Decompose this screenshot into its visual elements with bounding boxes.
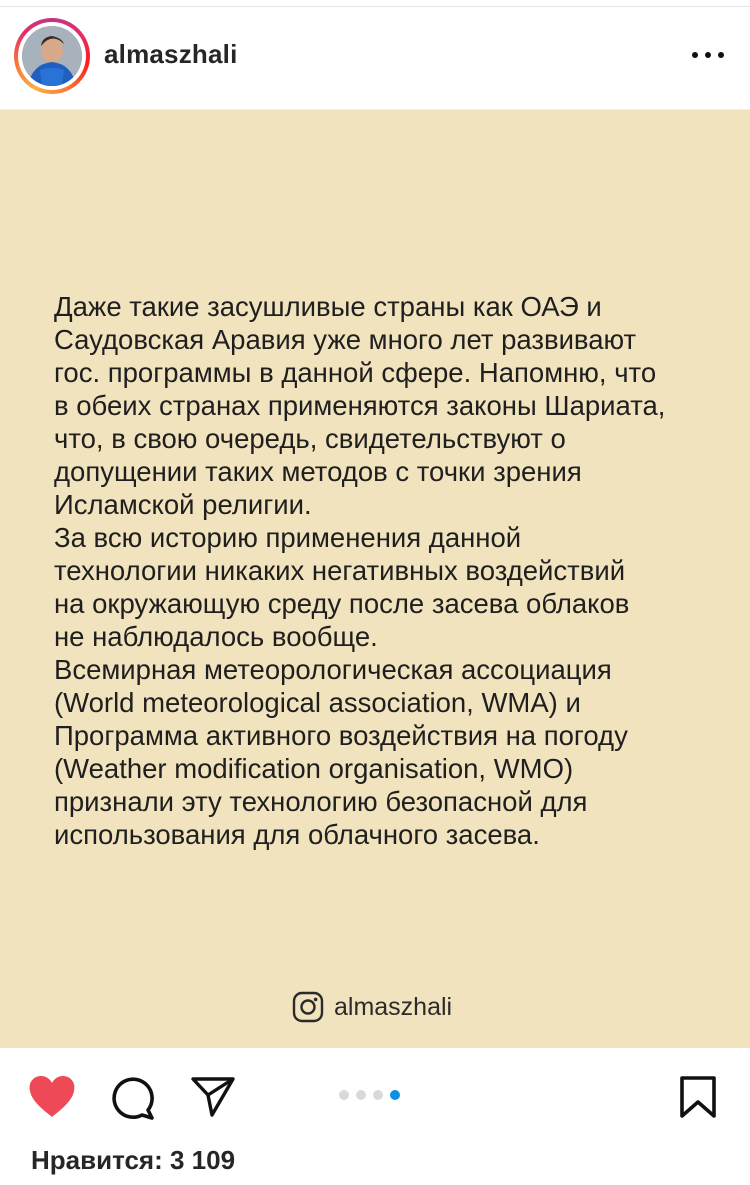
post-text: Даже такие засушливые страны как ОАЭ и Саудовская Аравия уже много лет развивают гос. программы в данной сфере. Напомню, что в обеих странах применяются законы Шариата, что, в свою очередь, свидетельствуют о допущении таких методов с точки зрения Исламской религии. За всю историю применения данной технологии никаких негативных воздействий на окружающую среду после засева облаков не наблюдалось вообще. Всемирная метеорологическая ассоциация (World meteorological association, WMA) и Программа активного воздействия на погоду (Weather modification organisation, WMO) признали эту технологию безопасной для использования для облачного засева. xyxy=(54,291,666,850)
carousel-dot xyxy=(373,1090,383,1100)
heart-icon[interactable] xyxy=(28,1076,76,1118)
comment-icon[interactable] xyxy=(108,1075,156,1121)
watermark xyxy=(292,990,452,1024)
carousel-dot xyxy=(339,1090,349,1100)
likes-count[interactable]: Нравится: 3 109 xyxy=(31,1145,236,1175)
post-header xyxy=(0,7,750,110)
avatar[interactable] xyxy=(22,26,82,86)
more-horizontal-icon[interactable] xyxy=(690,45,726,65)
carousel-indicator xyxy=(339,1090,400,1100)
story-ring[interactable] xyxy=(14,18,90,94)
carousel-dot-active xyxy=(390,1090,400,1100)
instagram-icon xyxy=(292,991,324,1023)
post-image xyxy=(0,110,750,1048)
bookmark-icon[interactable] xyxy=(678,1075,718,1119)
carousel-dot xyxy=(356,1090,366,1100)
send-icon[interactable] xyxy=(190,1075,236,1119)
username[interactable]: almaszhali xyxy=(104,39,238,69)
top-divider xyxy=(0,0,750,7)
watermark-username: almaszhali xyxy=(334,992,453,1021)
